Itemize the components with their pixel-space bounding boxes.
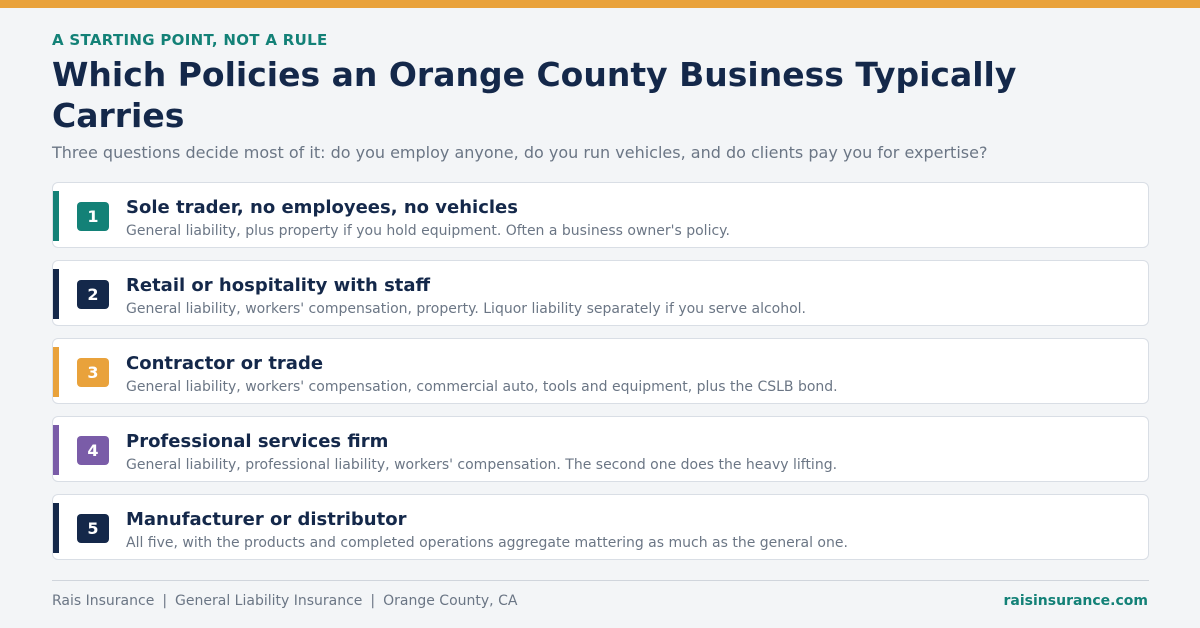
card-heading: Manufacturer or distributor: [126, 509, 407, 530]
policy-card-retail-hospitality: [52, 260, 1149, 326]
card-heading: Retail or hospitality with staff: [126, 275, 431, 296]
card-heading: Contractor or trade: [126, 353, 324, 374]
card-heading: Professional services firm: [126, 431, 389, 452]
policy-card-sole-trader: [52, 182, 1149, 248]
footer-separator: |: [162, 593, 168, 609]
footer-location: Orange County, CA: [383, 593, 518, 609]
card-number-badge: 2: [77, 280, 109, 309]
page-subtitle: Three questions decide most of it: do you employ anyone, do you run vehicles, and do clients pay you for expertise?: [52, 143, 988, 162]
card-heading: Sole trader, no employees, no vehicles: [126, 197, 518, 218]
footer-info: [52, 593, 517, 609]
card-accent-stripe: [53, 347, 59, 397]
policy-card-contractor: [52, 338, 1149, 404]
card-description: General liability, plus property if you hold equipment. Often a business owner's policy.: [126, 223, 730, 239]
footer-separator: |: [370, 593, 376, 609]
policy-card-manufacturer: [52, 494, 1149, 560]
card-number-badge: 1: [77, 202, 109, 231]
footer-divider: [52, 580, 1149, 581]
card-accent-stripe: [53, 503, 59, 553]
card-number-badge: 3: [77, 358, 109, 387]
card-description: General liability, workers' compensation, property. Liquor liability separately if you serve alcohol.: [126, 301, 807, 317]
card-accent-stripe: [53, 269, 59, 319]
eyebrow-label: A STARTING POINT, NOT A RULE: [52, 31, 328, 49]
footer-topic: General Liability Insurance: [175, 593, 363, 609]
page-title: Which Policies an Orange County Business Typically Carries: [52, 55, 1017, 135]
card-description: All five, with the products and completed operations aggregate mattering as much as the general one.: [126, 535, 848, 551]
card-number-badge: 4: [77, 436, 109, 465]
card-description: General liability, professional liability, workers' compensation. The second one does the heavy lifting.: [126, 457, 838, 473]
card-accent-stripe: [53, 191, 59, 241]
policy-card-professional-services: [52, 416, 1149, 482]
footer-website-link[interactable]: raisinsurance.com: [1003, 593, 1148, 609]
card-accent-stripe: [53, 425, 59, 475]
footer-brand: Rais Insurance: [52, 593, 155, 609]
top-accent-bar: [0, 0, 1200, 8]
card-description: General liability, workers' compensation, commercial auto, tools and equipment, plus the CSLB bond.: [126, 379, 838, 395]
card-number-badge: 5: [77, 514, 109, 543]
policy-card-list: [52, 182, 1149, 572]
